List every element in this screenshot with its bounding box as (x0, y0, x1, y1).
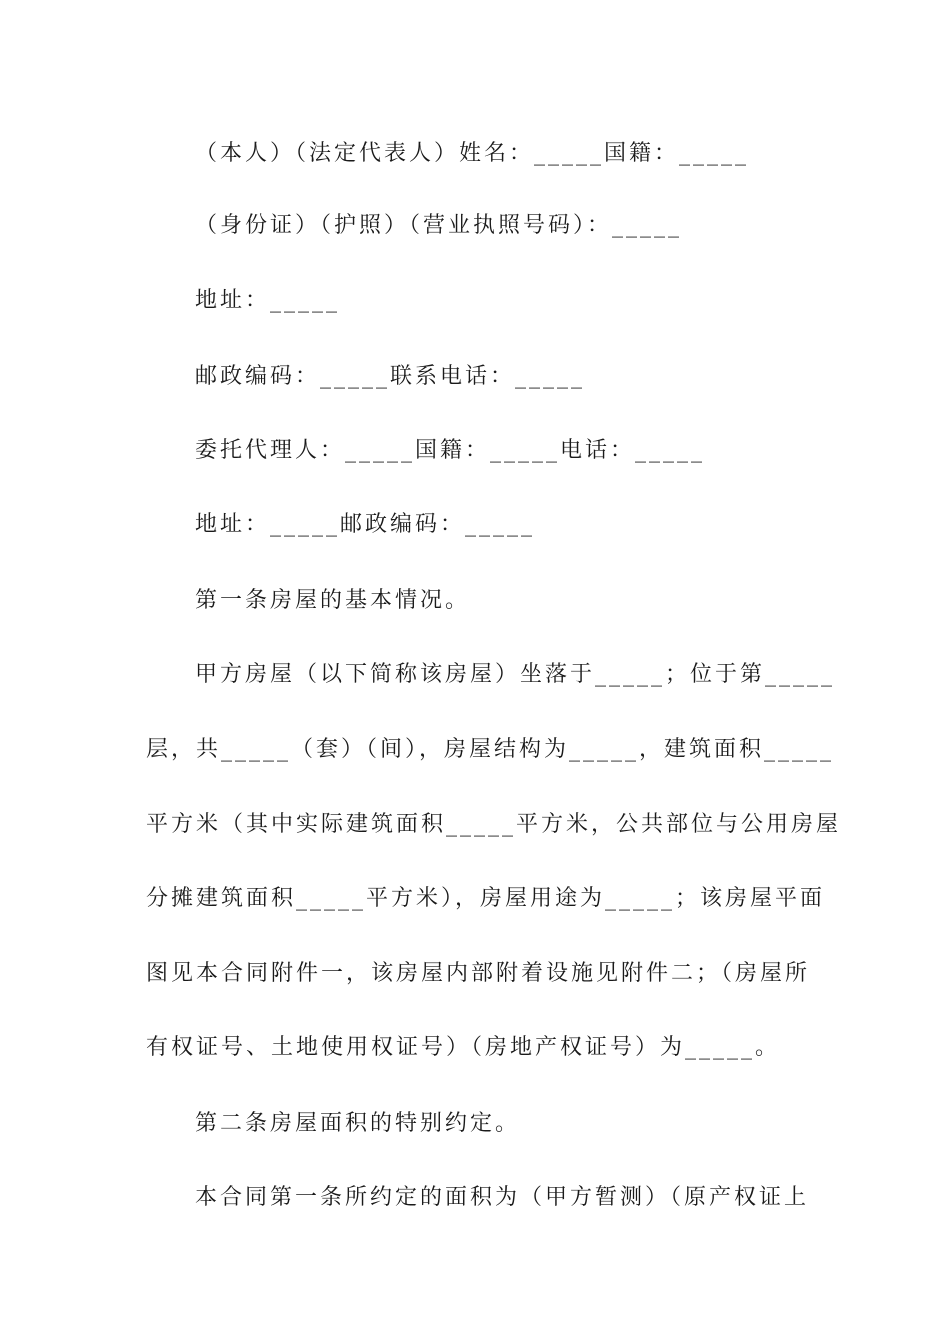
article-two-heading: 第二条房屋面积的特别约定。 (195, 1111, 521, 1136)
id-passport-license-line: （身份证）（护照）（营业执照号码）：_____ (195, 213, 683, 238)
article-one-heading: 第一条房屋的基本情况。 (195, 588, 471, 613)
article-one-paragraph-line-5: 图见本合同附件一，该房屋内部附着设施见附件二；（房屋所 (146, 961, 811, 986)
postal-code-phone-line: 邮政编码：_____联系电话：_____ (195, 364, 586, 389)
article-two-paragraph-line-1: 本合同第一条所约定的面积为（甲方暂测）（原产权证上 (195, 1185, 810, 1210)
agent-address-line: 地址：_____邮政编码：_____ (195, 512, 536, 537)
owner-address-line: 地址：_____ (195, 288, 341, 313)
article-one-paragraph-line-4: 分摊建筑面积_____平方米），房屋用途为_____；该房屋平面 (146, 886, 826, 911)
article-one-paragraph-line-3: 平方米（其中实际建筑面积_____平方米，公共部位与公用房屋 (146, 812, 842, 837)
article-one-paragraph-line-1: 甲方房屋（以下简称该房屋）坐落于_____；位于第_____ (195, 662, 836, 687)
article-one-paragraph-line-6: 有权证号、土地使用权证号）（房地产权证号）为_____。 (146, 1035, 781, 1060)
agent-line: 委托代理人：_____国籍：_____电话：_____ (195, 438, 706, 463)
article-one-paragraph-line-2: 层，共_____（套）（间），房屋结构为_____，建筑面积_____ (146, 737, 835, 762)
owner-name-nationality-line: （本人）（法定代表人）姓名：_____国籍：_____ (195, 141, 750, 166)
